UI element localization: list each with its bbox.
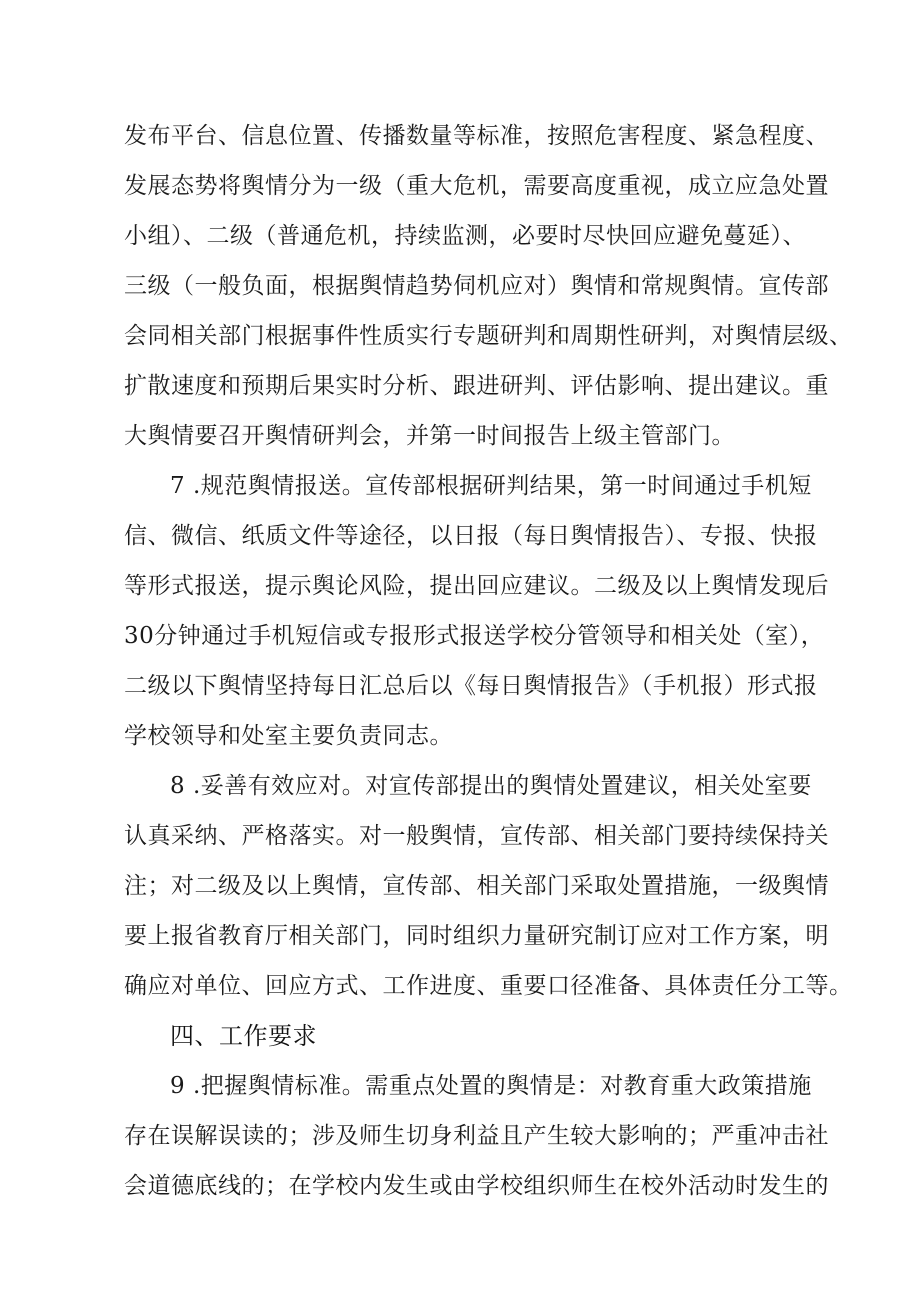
paragraph-line: 扩散速度和预期后果实时分析、跟进研判、评估影响、提出建议。重 (124, 373, 829, 399)
paragraph-line: 要上报省教育厅相关部门，同时组织力量研究制订应对工作方案，明 (124, 923, 829, 949)
paragraph-line: 等形式报送，提示舆论风险，提出回应建议。二级及以上舆情发现后 (124, 573, 829, 599)
paragraph-line: 注；对二级及以上舆情，宣传部、相关部门采取处置措施，一级舆情 (124, 873, 829, 899)
paragraph-line: 9 .把握舆情标准。需重点处置的舆情是：对教育重大政策措施 (170, 1073, 812, 1099)
paragraph-line: 发布平台、信息位置、传播数量等标准，按照危害程度、紧急程度、 (124, 123, 829, 149)
paragraph-line: 二级以下舆情坚持每日汇总后以《每日舆情报告》（手机报）形式报 (124, 673, 818, 699)
paragraph-line: 学校领导和处室主要负责同志。 (124, 723, 453, 749)
paragraph-line: 确应对单位、回应方式、工作进度、重要口径准备、具体责任分工等。 (124, 973, 853, 999)
paragraph-line: 会道德底线的；在学校内发生或由学校组织师生在校外活动时发生的 (124, 1173, 829, 1199)
paragraph-line: 认真采纳、严格落实。对一般舆情，宣传部、相关部门要持续保持关 (124, 823, 829, 849)
paragraph-line: 会同相关部门根据事件性质实行专题研判和周期性研判，对舆情层级、 (124, 323, 853, 349)
paragraph-line: 30分钟通过手机短信或专报形式报送学校分管领导和相关处（室）， (124, 623, 825, 649)
paragraph-line: 8 .妥善有效应对。对宣传部提出的舆情处置建议，相关处室要 (170, 773, 812, 799)
paragraph-line: 三级（一般负面，根据舆情趋势伺机应对）舆情和常规舆情。宣传部 (124, 273, 829, 299)
paragraph-line: 存在误解误读的；涉及师生切身利益且产生较大影响的；严重冲击社 (124, 1123, 829, 1149)
paragraph-line: 小组）、二级（普通危机，持续监测，必要时尽快回应避免蔓延）、 (124, 223, 806, 249)
paragraph-line: 信、微信、纸质文件等途径，以日报（每日舆情报告）、专报、快报 (124, 523, 818, 549)
paragraph-line: 7 .规范舆情报送。宣传部根据研判结果，第一时间通过手机短 (170, 473, 812, 499)
paragraph-line: 大舆情要召开舆情研判会，并第一时间报告上级主管部门。 (124, 423, 735, 449)
paragraph-line: 发展态势将舆情分为一级（重大危机，需要高度重视，成立应急处置 (124, 173, 829, 199)
section-heading: 四、工作要求 (170, 1022, 317, 1050)
